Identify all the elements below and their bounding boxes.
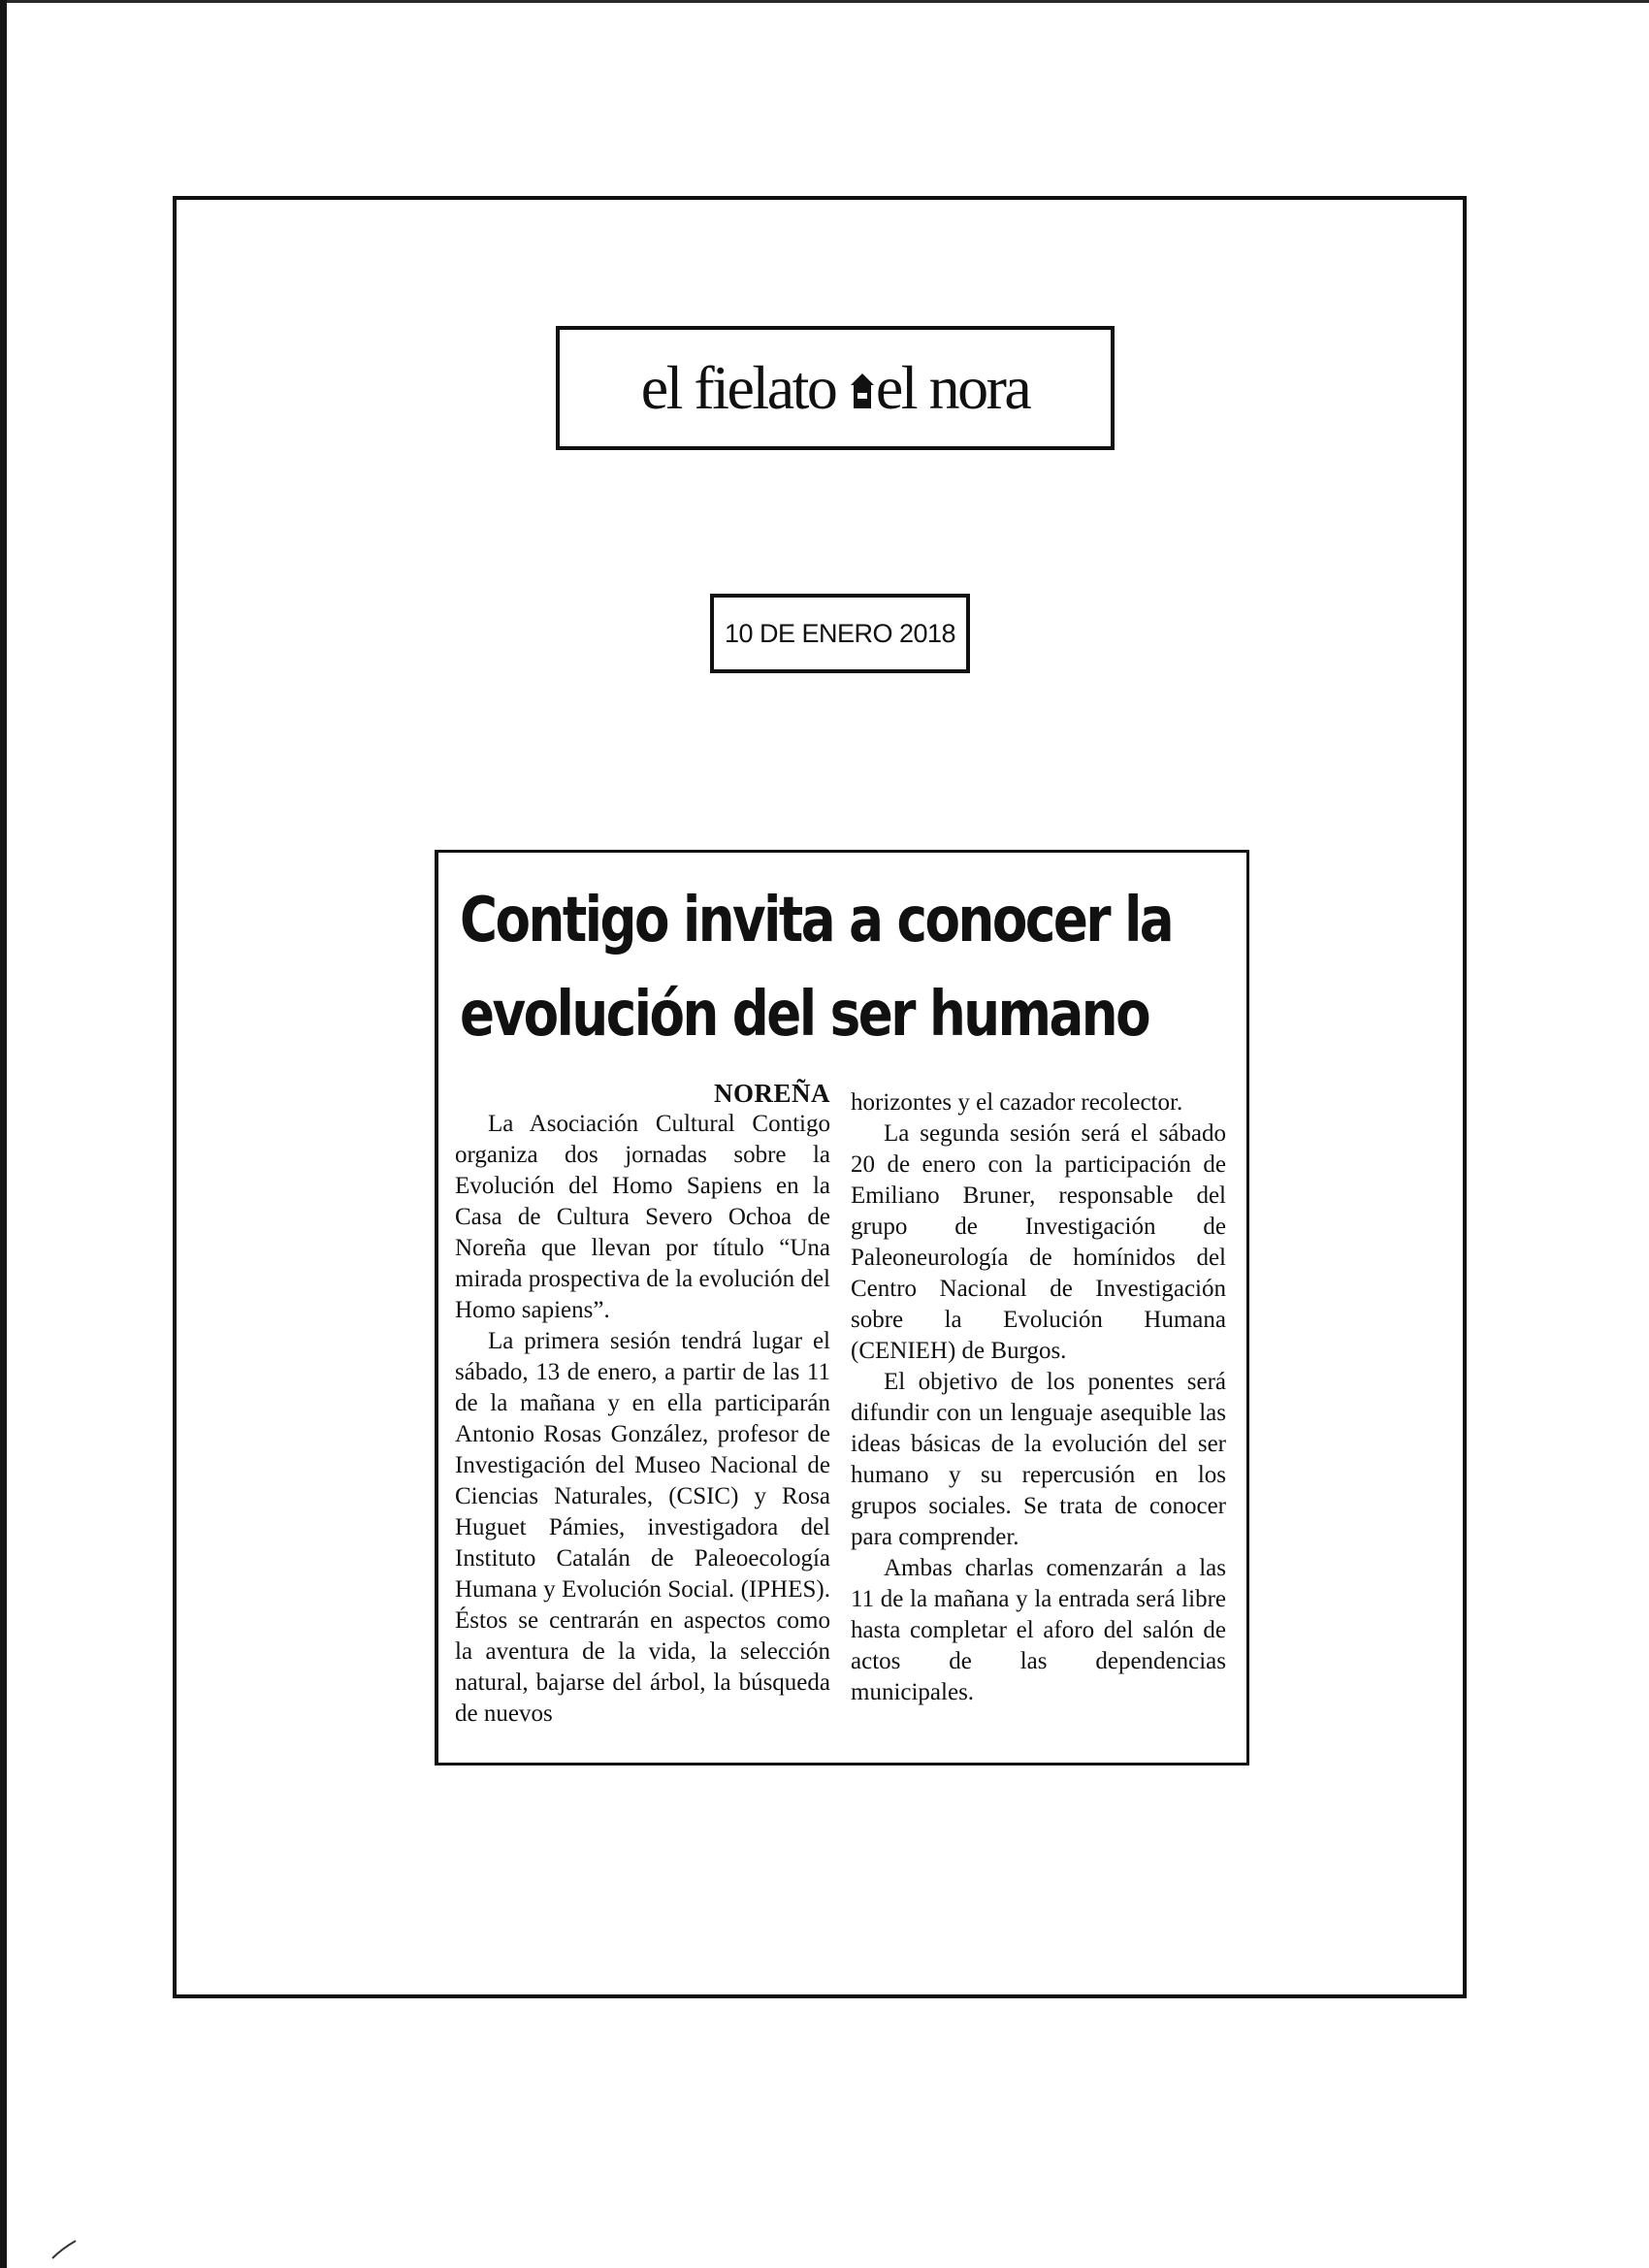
article-paragraph-3: La segunda sesión será el sábado 20 de enero con la participación de Emiliano Bruner, responsable del grupo de Investigación de Paleoneurología de homínidos del Centro Nacional de Investigación sobre la Evolución Humana (CENIEH) de Burgos. — [851, 1120, 1226, 1364]
article-column-1 — [455, 1078, 830, 1730]
scan-mark — [50, 2231, 80, 2260]
newspaper-masthead — [641, 352, 1030, 424]
scan-top-edge — [0, 0, 1649, 3]
masthead-text-after: el nora — [875, 353, 1030, 422]
headline-line-2: evolución del ser humano — [460, 979, 1149, 1051]
article-paragraph-2: La primera sesión tendrá lugar el sábado, 13 de enero, a partir de las 11 de la mañana y en ella participarán Antonio Rosas González, profesor de Investigación del Museo Nacional de Ciencias Naturales, (CSIC) y Rosa Huguet Pámies, investigadora del Instituto Catalán de Paleoecología Humana y Evolución Social. (IPHES). Éstos se centrarán en aspectos como la aventura de la vida, la selección natural, bajarse del árbol, la búsqueda de nuevos — [455, 1328, 830, 1727]
article-paragraph-1: La Asociación Cultural Contigo organiza dos jornadas sobre la Evolución del Homo Sapiens en la Casa de Cultura Severo Ochoa de Noreña que llevan por título “Una mirada prospectiva de la evolución del Homo sapiens”. — [455, 1111, 830, 1323]
scan-left-edge — [0, 0, 7, 2268]
publication-date: 10 DE ENERO 2018 — [724, 618, 956, 648]
article-paragraph-5: Ambas charlas comenzarán a las 11 de la mañana y la entrada será libre hasta completar el aforo del salón de actos de las dependencias municipales. — [851, 1555, 1226, 1705]
article-paragraph-4: El objetivo de los ponentes será difundir con un lenguaje asequible las ideas básicas de la evolución del ser humano y su repercusión en los grupos sociales. Se trata de conocer para comprender. — [851, 1369, 1226, 1550]
article-column-2 — [851, 1087, 1226, 1708]
date-box — [710, 594, 970, 673]
masthead-text-before: el fielato — [640, 353, 849, 422]
article-paragraph-2-continued: horizontes y el cazador recolector. — [851, 1089, 1183, 1116]
headline-line-1: Contigo invita a conocer la — [460, 885, 1173, 956]
house-icon — [850, 372, 875, 410]
article-headline — [460, 874, 1173, 1062]
article-clipping — [435, 850, 1249, 1766]
dateline: NOREÑA — [713, 1079, 830, 1108]
masthead-box — [556, 326, 1115, 450]
